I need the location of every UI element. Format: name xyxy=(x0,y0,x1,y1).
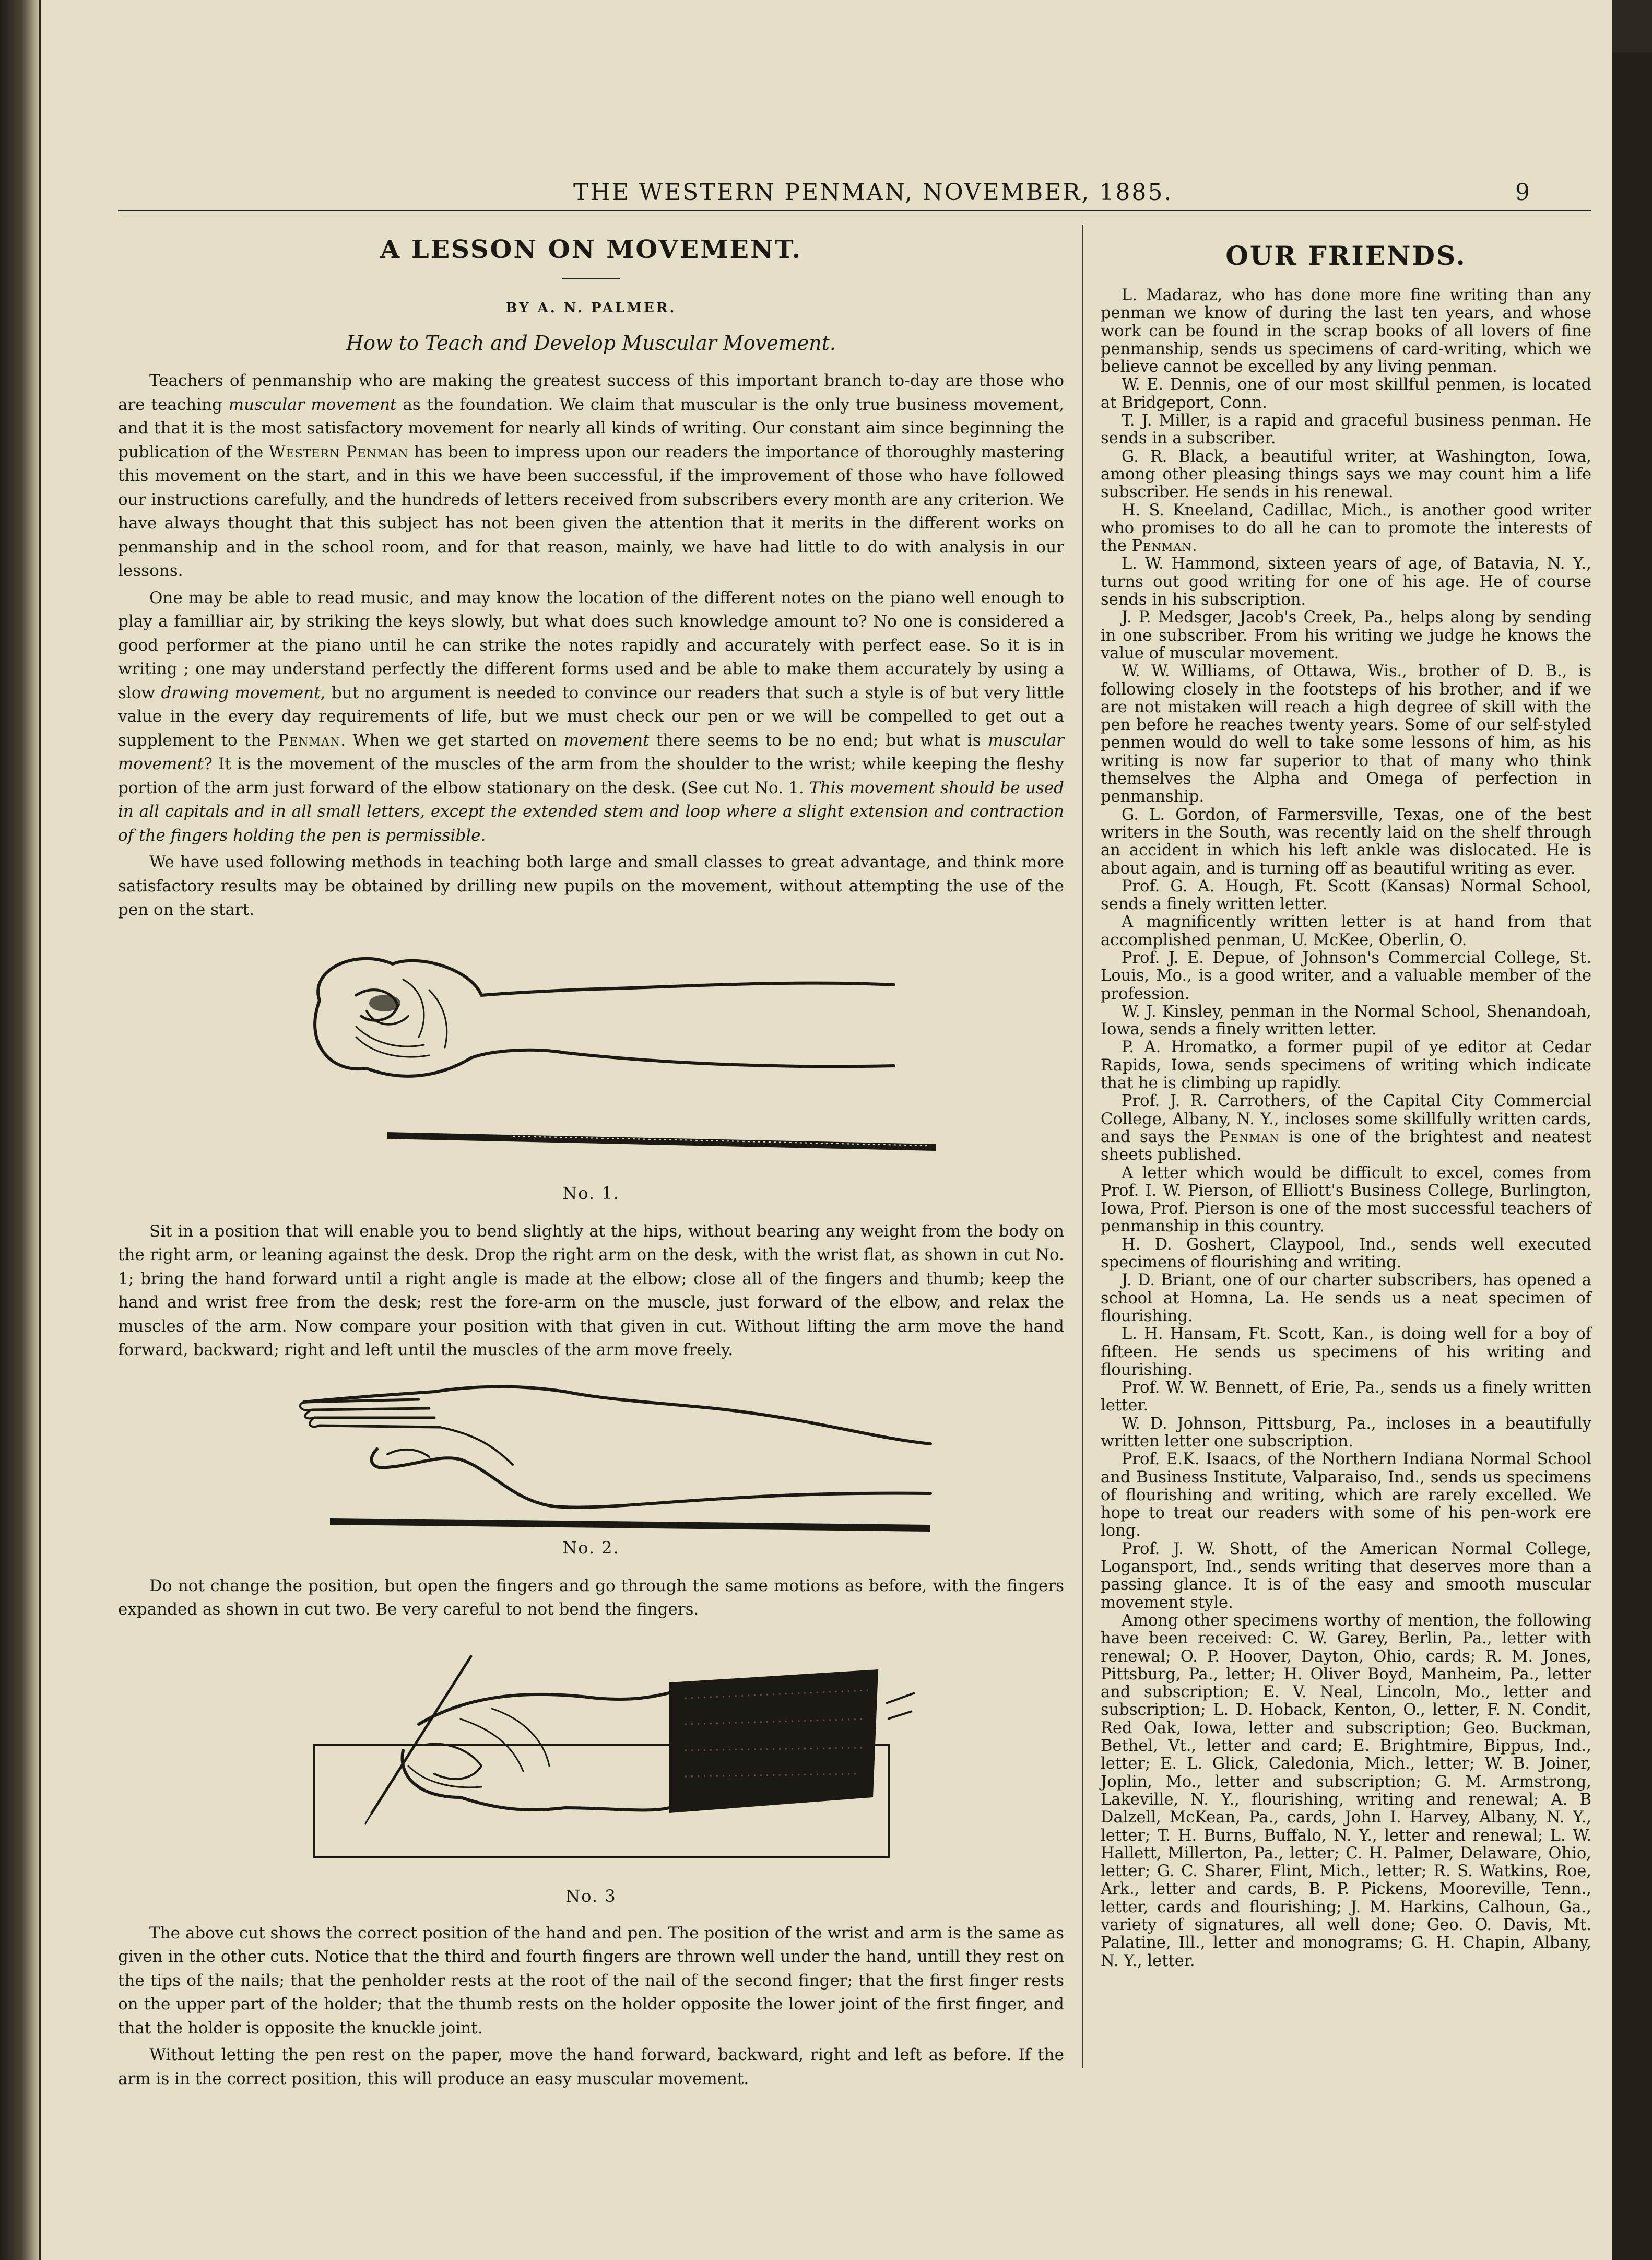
paragraph-3: We have used following methods in teaching both large and small classes to great advantage, and think more satisfactory results may be obtained by drilling new pupils on the movement, without attempting the use of the pen on the start. xyxy=(118,853,1064,919)
friend-entry xyxy=(1101,1415,1591,1451)
text-run: W. W. Williams, of Ottawa, Wis., brother of D. B., is following closely in the footsteps of his brother, and if we are not mistaken will reach a high degree of skill with the pen before he reaches twenty years. Some of our self-styled penmen would do well to take some lessons of him, as his writing is now far superior to that of many who think themselves the Alpha and Omega of perfection in penmanship. xyxy=(1101,662,1591,806)
hand-with-pen-illustration xyxy=(199,1641,983,1886)
friend-entry xyxy=(1101,1272,1591,1325)
friend-entry xyxy=(1101,1092,1591,1164)
friend-entry xyxy=(1101,949,1591,1003)
friend-entry xyxy=(1101,913,1591,949)
friend-entry xyxy=(1101,555,1591,609)
text-run: ? It is the movement of the muscles of the arm from the shoulder to the wrist; while keeping the fleshy portion of the arm just forward of the elbow stationary on the desk. (See cut No. 1. xyxy=(118,755,1064,797)
open-hand-illustration xyxy=(199,1381,983,1538)
emphasis-run: drawing movement xyxy=(161,683,321,702)
text-run: as the foundation. We claim that muscular is the only true business movement, and that it is the most satisfactory movement for nearly all kinds of writing. Our constant aim since beginning the publication of the xyxy=(118,395,1064,462)
emphasis-run: This movement should be used in all capitals and in all small letters, except the extended stem and loop where a slight extension and contraction of the fingers holding the pen is permissible. xyxy=(118,778,1065,845)
article-title: A LESSON ON MOVEMENT. xyxy=(380,235,803,264)
article-byline: BY A. N. PALMER. xyxy=(505,300,677,316)
friend-entry xyxy=(1101,1612,1591,1970)
emphasis-run: muscular movement xyxy=(118,731,1064,773)
text-run: Prof. J. E. Depue, of Johnson's Commercial College, St. Louis, Mo., is a good writer, and a valuable member of the profession. xyxy=(1101,948,1591,1003)
text-run: T. J. Miller, is a rapid and graceful business penman. He sends in a subscriber. xyxy=(1101,411,1591,448)
friend-entry xyxy=(1101,502,1591,556)
friend-entry xyxy=(1101,1379,1591,1415)
friend-entry xyxy=(1101,448,1591,502)
cut-1-caption: No. 1. xyxy=(562,1183,620,1203)
page-number: 9 xyxy=(1515,179,1530,206)
article-subtitle: How to Teach and Develop Muscular Movement. xyxy=(346,332,836,355)
text-run: P. A. Hromatko, a former pupil of ye editor at Cedar Rapids, Iowa, sends specimens of writing which indicate that he is climbing up rapidly. xyxy=(1101,1038,1591,1093)
text-run: , but no argument is needed to convince our readers that such a style is of but very little value in the every day requirements of life, but we must check our pen or we will be compelled to get out a supplement to the xyxy=(118,683,1064,750)
header-rule xyxy=(118,210,1591,211)
text-run: Prof. W. W. Bennett, of Erie, Pa., sends us a finely written letter. xyxy=(1101,1379,1591,1415)
text-run: One may be able to read music, and may know the location of the different notes on the piano well enough to play a familliar air, by striking the keys slowly, but what does such knowledge amount to? No one is considered a good performer at the piano until he can strike the notes rapidly and accurately with perfect ease. So it is in writing ; one may understand perfectly the different forms used and be able to make them accurately by using a slow xyxy=(118,588,1064,702)
friend-entry xyxy=(1101,412,1591,448)
paragraph-6: The above cut shows the correct position of the hand and pen. The position of the wrist and arm is the same as given in the other cuts. Notice that the third and fourth fingers are thrown well under the hand, untill they rest on the tips of the nails; that the penholder rests at the root of the nail of the second finger; that the first finger rests on the upper part of the holder; that the thumb rests on the holder opposite the lower joint of the first finger, and that the holder is opposite the knuckle joint. xyxy=(118,1923,1064,2038)
text-run: L. W. Hammond, sixteen years of age, of Batavia, N. Y., turns out good writing for one of his age. He of course sends in his subscription. xyxy=(1101,555,1591,609)
friend-entry xyxy=(1101,1451,1591,1540)
text-run: there seems to be no end; but what is xyxy=(649,731,988,750)
small-caps-run: Penman xyxy=(278,731,341,750)
text-run: G. L. Gordon, of Farmersville, Texas, one of the best writers in the South, was recently laid on the shelf through an accident in which his left ankle was dislocated. He is about again, and is turning off as beautiful writing as ever. xyxy=(1101,805,1591,878)
page-edge-shadow xyxy=(1612,52,1652,2260)
text-run: Teachers of penmanship who are making the greatest success of this important branch to-day are those who are teaching xyxy=(118,371,1064,414)
text-run: G. R. Black, a beautiful writer, at Washington, Iowa, among other pleasing things says we may count him a life subscriber. He sends in his renewal. xyxy=(1101,447,1591,502)
text-run: has been to impress upon our readers the importance of thoroughly mastering this movement on the start, and in this we have been successful, if the improvement of those who have followed our instructions carefully, and the hundreds of letters received from subscribers every month are any criterion. We have always thought that this subject has not been given the attention that it merits in the different works on penmanship and in the school room, and for that reason, mainly, we have had little to do with analysis in our lessons. xyxy=(118,442,1065,580)
text-run: J. P. Medsger, Jacob's Creek, Pa., helps along by sending in one subscriber. From his writing we judge he knows the value of muscular movement. xyxy=(1101,608,1591,663)
paragraph-1 xyxy=(118,369,1064,583)
paragraph-2 xyxy=(118,586,1064,848)
friend-entry xyxy=(1101,1540,1591,1612)
emphasis-run: movement xyxy=(563,731,650,750)
emphasis-run: muscular movement xyxy=(228,395,397,414)
text-run: L. H. Hansam, Ft. Scott, Kan., is doing well for a boy of fifteen. He sends us specimens of his writing and flourishing. xyxy=(1101,1325,1591,1379)
friend-entry xyxy=(1101,1039,1591,1092)
friends-list xyxy=(1101,287,1591,1970)
text-run: W. D. Johnson, Pittsburg, Pa., incloses in a beautifully written letter one subscription. xyxy=(1101,1414,1591,1451)
friend-entry xyxy=(1101,1164,1591,1236)
text-run: . xyxy=(1191,537,1197,556)
binding-spine xyxy=(0,0,39,2260)
friend-entry xyxy=(1101,878,1591,914)
text-run: H. S. Kneeland, Cadillac, Mich., is another good writer who promises to do all he can to promote the interests of the xyxy=(1101,501,1591,556)
friend-entry xyxy=(1101,1003,1591,1039)
friends-title: OUR FRIENDS. xyxy=(1225,240,1467,271)
friend-entry xyxy=(1101,287,1591,376)
small-caps-run: Penman xyxy=(1131,537,1192,556)
text-run: W. E. Dennis, one of our most skillful penmen, is located at Bridgeport, Conn. xyxy=(1101,375,1591,412)
text-run: A letter which would be difficult to excel, comes from Prof. I. W. Pierson, of Elliott's Business College, Burlington, Iowa, Prof. Pierson is one of the most successful teachers of penmanship in this country. xyxy=(1101,1163,1591,1236)
friend-entry xyxy=(1101,1236,1591,1272)
friend-entry xyxy=(1101,609,1591,663)
cut-3-figure xyxy=(199,1641,983,1886)
title-rule xyxy=(562,278,620,279)
text-run: W. J. Kinsley, penman in the Normal School, Shenandoah, Iowa, sends a finely written letter. xyxy=(1101,1002,1591,1039)
text-run: Prof. J. W. Shott, of the American Normal College, Logansport, Ind., sends writing that deserves more than a passing glance. It is of the easy and smooth muscular movement style. xyxy=(1101,1539,1591,1612)
small-caps-run: Western Penman xyxy=(268,442,409,462)
paragraph-5: Do not change the position, but open the fingers and go through the same motions as before, with the fingers expanded as shown in cut two. Be very careful to not bend the fingers. xyxy=(118,1576,1064,1619)
friend-entry xyxy=(1101,806,1591,878)
text-run: Among other specimens worthy of mention, the following have been received: C. W. Garey, Berlin, Pa., letter with renewal; O. P. Hoover, Dayton, Ohio, cards; R. M. Jones, Pittsburg, Pa., letter; H. Oliver Boyd, Manheim, Pa., letter and subscription; E. V. Neal, Lincoln, Mo., letter and subscription; L. D. Hoback, Kenton, O., letter, F. N. Condit, Red Oak, Iowa, letter and subscription; Geo. Buckman, Bethel, Vt., letter and card; E. Brightmire, Bippus, Ind., letter; E. L. Glick, Caledonia, Mich., letter; W. B. Joiner, Joplin, Mo., letter and subscription; G. M. Armstrong, Lakeville, N. Y., flourishing, writing and renewal; A. B Dalzell, McKean, Pa., cards, John I. Harvey, Albany, N. Y., letter; T. H. Burns, Buffalo, N. Y., letter and renewal; L. W. Hallett, Millerton, Pa., letter; C. H. Palmer, Delaware, Ohio, letter; G. C. Sharer, Flint, Mich., letter; R. S. Watkins, Roe, Ark., letter and cards, B. P. Pickens, Mooreville, Tenn., letter, cards and flourishing; J. M. Harkins, Calhoun, Ga., variety of signatures, all well done; Geo. O. Davis, Mt. Palatine, Ill., letter and monograms; G. H. Chapin, Albany, N. Y., letter. xyxy=(1101,1611,1591,1970)
text-run: J. D. Briant, one of our charter subscribers, has opened a school at Homna, La. He sends us a neat specimen of flourishing. xyxy=(1101,1271,1591,1325)
text-run: L. Madaraz, who has done more fine writing than any penman we know of during the last ten years, and whose work can be found in the scrap books of all lovers of fine penmanship, sends us specimens of card-writing, which we believe cannot be excelled by any living penman. xyxy=(1101,286,1591,376)
text-run: Prof. E.K. Isaacs, of the Northern Indiana Normal School and Business Institute, Valparaiso, Ind., sends us specimens of flourishing and writing, which are rarely excelled. We hope to treat our readers with some of his pen-work ere long. xyxy=(1101,1450,1591,1540)
text-run: . When we get started on xyxy=(340,731,564,750)
friend-entry xyxy=(1101,376,1591,412)
friends-column xyxy=(1101,240,1591,1970)
running-head: THE WESTERN PENMAN, NOVEMBER, 1885. xyxy=(573,179,1173,206)
text-run: Prof. J. R. Carrothers, of the Capital City Commercial College, Albany, N. Y., incloses some skillfully written cards, and says the xyxy=(1101,1092,1591,1146)
cut-3-caption: No. 3 xyxy=(565,1886,617,1906)
closed-hand-illustration xyxy=(199,938,983,1183)
text-run: is one of the brightest and neatest sheets published. xyxy=(1101,1127,1591,1164)
cut-2-figure xyxy=(199,1381,983,1538)
text-run: Prof. G. A. Hough, Ft. Scott (Kansas) Normal School, sends a finely written letter. xyxy=(1101,877,1591,914)
text-run: H. D. Goshert, Claypool, Ind., sends well executed specimens of flourishing and writing. xyxy=(1101,1235,1591,1272)
paragraph-4: Sit in a position that will enable you to bend slightly at the hips, without bearing any weight from the body on the right arm, or leaning against the desk. Drop the right arm on the desk, with the wrist flat, as shown in cut No. 1; bring the hand forward until a right angle is made at the elbow; close all of the fingers and thumb; keep the hand and wrist free from the desk; rest the fore-arm on the muscle, just forward of the elbow, and relax the muscles of the arm. Now compare your position with that given in cut. Without lifting the arm move the hand forward, backward; right and left until the muscles of the arm move freely. xyxy=(118,1221,1064,1359)
paragraph-7: Without letting the pen rest on the paper, move the hand forward, backward, right and left as before. If the arm is in the correct position, this will produce an easy muscular movement. xyxy=(118,2045,1064,2088)
article-column xyxy=(118,230,1064,2091)
newspaper-page xyxy=(41,0,1612,2260)
friend-entry xyxy=(1101,1325,1591,1379)
column-divider xyxy=(1082,225,1083,2068)
friend-entry xyxy=(1101,663,1591,806)
cut-1-figure xyxy=(199,938,983,1183)
small-caps-run: Penman xyxy=(1219,1127,1280,1146)
text-run: A magnificently written letter is at hand from that accomplished penman, U. McKee, Oberlin, O. xyxy=(1101,913,1591,949)
cut-2-caption: No. 2. xyxy=(562,1537,620,1558)
